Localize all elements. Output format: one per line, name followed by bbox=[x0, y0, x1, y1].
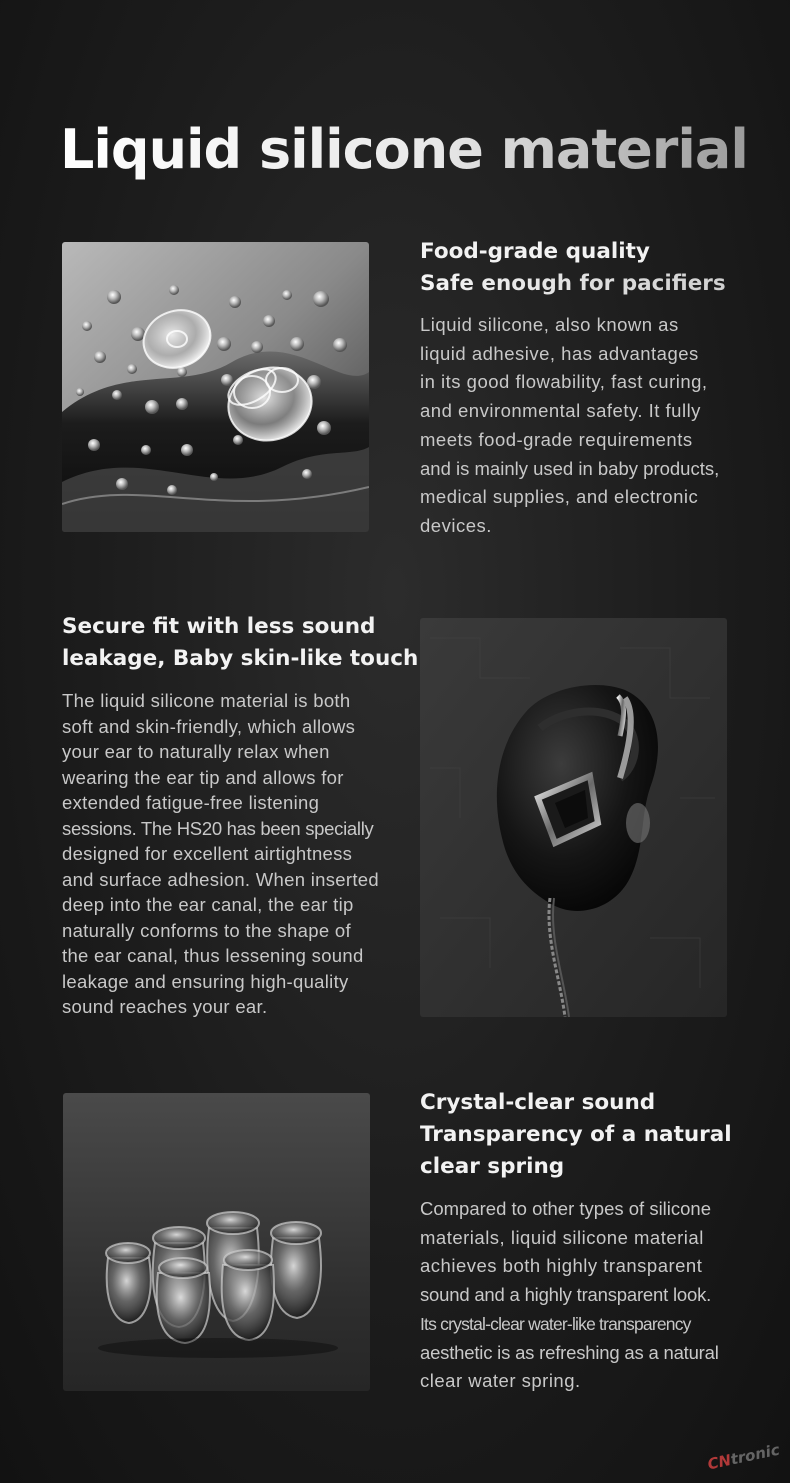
section-3-body bbox=[420, 1195, 719, 1396]
pacifier-image bbox=[62, 242, 369, 532]
section-2-body bbox=[62, 688, 379, 1020]
body-line: devices. bbox=[420, 514, 492, 536]
body-line: the ear canal, thus lessening sound bbox=[62, 945, 364, 966]
body-line: deep into the ear canal, the ear tip bbox=[62, 894, 354, 915]
watermark-part: tronic bbox=[728, 1440, 782, 1469]
heading-line: leakage, Baby skin-like touch bbox=[62, 646, 419, 671]
watermark-part: CN bbox=[705, 1450, 733, 1474]
body-line: naturally conforms to the shape of bbox=[62, 919, 351, 941]
watermark-logo bbox=[706, 1441, 781, 1474]
ear-image bbox=[420, 618, 727, 1017]
body-line: liquid adhesive, has advantages bbox=[420, 342, 699, 364]
body-line: Compared to other types of silicone bbox=[420, 1198, 712, 1219]
page-title: Liquid silicone material bbox=[60, 118, 748, 181]
body-line: your ear to naturally relax when bbox=[62, 741, 330, 762]
body-line: materials, liquid silicone material bbox=[420, 1226, 704, 1248]
body-line: aesthetic is as refreshing as a natural bbox=[420, 1341, 719, 1363]
body-line: designed for excellent airtightness bbox=[62, 843, 353, 864]
heading-line: clear spring bbox=[420, 1154, 565, 1179]
body-line: Liquid silicone, also known as bbox=[420, 314, 679, 335]
body-line: and is mainly used in baby products, bbox=[420, 457, 720, 479]
body-line: achieves both highly transparent bbox=[420, 1255, 703, 1277]
body-line: leakage and ensuring high-quality bbox=[62, 970, 349, 992]
heading-line: Safe enough for pacifiers bbox=[420, 268, 726, 300]
body-line: clear water spring. bbox=[420, 1370, 581, 1392]
body-line: in its good flowability, fast curing, bbox=[420, 371, 708, 393]
body-line: medical supplies, and electronic bbox=[420, 486, 699, 508]
body-line: meets food-grade requirements bbox=[420, 428, 693, 450]
ear-tips-image bbox=[63, 1093, 370, 1391]
heading-line: Transparency of a natural bbox=[420, 1122, 732, 1147]
heading-line: Food-grade quality bbox=[420, 239, 650, 264]
body-line: soft and skin-friendly, which allows bbox=[62, 715, 356, 737]
section-3-heading bbox=[420, 1087, 732, 1183]
body-line: The liquid silicone material is both bbox=[62, 690, 351, 711]
body-line: and environmental safety. It fully bbox=[420, 400, 701, 422]
body-line: sound and a highly transparent look. bbox=[420, 1284, 712, 1306]
section-1-body bbox=[420, 311, 719, 541]
body-line: sessions. The HS20 has been specially bbox=[62, 817, 374, 839]
section-1-heading bbox=[420, 236, 726, 300]
heading-line: Crystal-clear sound bbox=[420, 1090, 656, 1115]
body-line: and surface adhesion. When inserted bbox=[62, 868, 379, 890]
body-line: extended fatigue-free listening bbox=[62, 792, 320, 813]
heading-line: Secure fit with less sound bbox=[62, 614, 376, 639]
body-line: sound reaches your ear. bbox=[62, 996, 268, 1017]
body-line: wearing the ear tip and allows for bbox=[62, 766, 344, 788]
body-line: Its crystal-clear water-like transparency bbox=[420, 1313, 691, 1334]
section-2-heading bbox=[62, 611, 418, 675]
